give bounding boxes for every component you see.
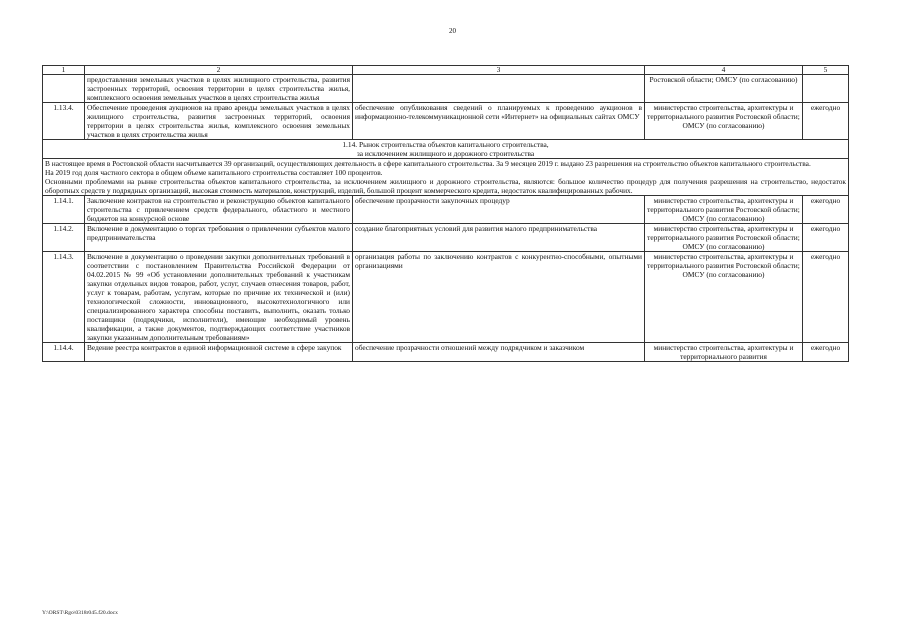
row-measure: Заключение контрактов на строительство и реконструкцию объектов капитального строительства с привлечением средств федерального, областного и местного бюджетов на конкурсной основе — [85, 196, 353, 224]
table-row — [43, 196, 849, 224]
row-responsible: Ростовской области; ОМСУ (по согласованию) — [645, 75, 803, 103]
row-result — [353, 75, 645, 103]
section-title-line: 1.14. Рынок строительства объектов капитального строительства, — [342, 140, 549, 149]
row-term — [803, 75, 849, 103]
row-term: ежегодно — [803, 224, 849, 252]
col-header: 1 — [43, 66, 85, 75]
section-text — [43, 159, 849, 196]
row-measure: Ведение реестра контрактов в единой информационной системе в сфере закупок — [85, 343, 353, 362]
row-term: ежегодно — [803, 343, 849, 362]
row-number: 1.14.4. — [43, 343, 85, 362]
col-header: 5 — [803, 66, 849, 75]
measures-table — [42, 65, 849, 362]
section-paragraph: Основными проблемами на рынке строительства объектов капитального строительства, за исключением жилищного и дорожного строительства, являются: большое количество процедур для получения разрешения на строительство, недостаток оборотных средств у подрядных организаций, высокая стоимость материалов, конструкций, изделий, большой процент коммерческого кредита, недостаток квалифицированных рабочих. — [45, 177, 846, 195]
row-result: обеспечение прозрачности закупочных процедур — [353, 196, 645, 224]
row-term: ежегодно — [803, 252, 849, 343]
row-number: 1.14.1. — [43, 196, 85, 224]
row-measure: Обеспечение проведения аукционов на право аренды земельных участков в целях жилищного строительства, развития застроенных территорий, освоения территории в целях строительства жилья, комплексного освоения земельных участков в целях строительства жилья — [85, 103, 353, 140]
file-path-footer: Y:\ORST\Rgo\0318r045.f20.docx — [42, 610, 118, 616]
row-measure: предоставления земельных участков в целях жилищного строительства, развития застроенных территорий, освоения территории в целях строительства жилья, комплексного освоения земельных участков в целях строительства жилья — [85, 75, 353, 103]
table-row — [43, 75, 849, 103]
row-responsible: министерство строительства, архитектуры и территориального развития Ростовской области; ОМСУ (по согласованию) — [645, 252, 803, 343]
row-number: 1.14.3. — [43, 252, 85, 343]
row-responsible: министерство строительства, архитектуры и территориального развития Ростовской области; ОМСУ (по согласованию) — [645, 103, 803, 140]
row-result: обеспечение опубликования сведений о планируемых к проведению аукционов в информационно-телекоммуникационной сети «Интернет» на официальных сайтах ОМСУ — [353, 103, 645, 140]
row-term: ежегодно — [803, 196, 849, 224]
section-title-line: за исключением жилищного и дорожного строительства — [356, 149, 535, 158]
row-responsible: министерство строительства, архитектуры и территориального развития — [645, 343, 803, 362]
table-header-row — [43, 66, 849, 75]
table-row — [43, 224, 849, 252]
row-result: организация работы по заключению контрактов с конкурентно-способными, опытными организациями — [353, 252, 645, 343]
section-paragraph: На 2019 год доля частного сектора в общем объеме капитального строительства составляет 100 процентов. — [45, 168, 383, 177]
section-title — [43, 140, 849, 159]
row-measure: Включение в документацию о торгах требования о привлечении субъектов малого предпринимательства — [85, 224, 353, 252]
section-title-row — [43, 140, 849, 159]
col-header: 3 — [353, 66, 645, 75]
page-number: 20 — [449, 27, 456, 35]
row-responsible: министерство строительства, архитектуры и территориального развития Ростовской области; ОМСУ (по согласованию) — [645, 224, 803, 252]
row-number: 1.14.2. — [43, 224, 85, 252]
table-row — [43, 252, 849, 343]
row-measure: Включение в документацию о проведении закупки дополнительных требований в соответствии с постановлением Правительства Российской Федерации от 04.02.2015 № 99 «Об установлении дополнительных требований к участникам закупки отдельных видов товаров, работ, услуг, случаев отнесения товаров, работ, услуг к товарам, работам, услугам, которые по причине их технической и (или) технологической сложности, инновационного, высокотехнологичного или специализированного характера способны поставить, выполнить, оказать только поставщики (подрядчики, исполнители), имеющие необходимый уровень квалификации, а также документов, подтверждающих соответствие участников закупки указанным дополнительным требованиям» — [85, 252, 353, 343]
section-text-row — [43, 159, 849, 196]
table-row — [43, 103, 849, 140]
row-term: ежегодно — [803, 103, 849, 140]
row-result: обеспечение прозрачности отношений между подрядчиком и заказчиком — [353, 343, 645, 362]
row-number — [43, 75, 85, 103]
table-row — [43, 343, 849, 362]
row-responsible: министерство строительства, архитектуры и территориального развития Ростовской области; ОМСУ (по согласованию) — [645, 196, 803, 224]
section-paragraph: В настоящее время в Ростовской области насчитывается 39 организаций, осуществляющих деятельность в сфере капитального строительства. За 9 месяцев 2019 г. выдано 23 разрешения на строительство объектов капитального строительства. — [45, 159, 811, 168]
col-header: 4 — [645, 66, 803, 75]
col-header: 2 — [85, 66, 353, 75]
row-result: создание благоприятных условий для развития малого предпринимательства — [353, 224, 645, 252]
row-number: 1.13.4. — [43, 103, 85, 140]
